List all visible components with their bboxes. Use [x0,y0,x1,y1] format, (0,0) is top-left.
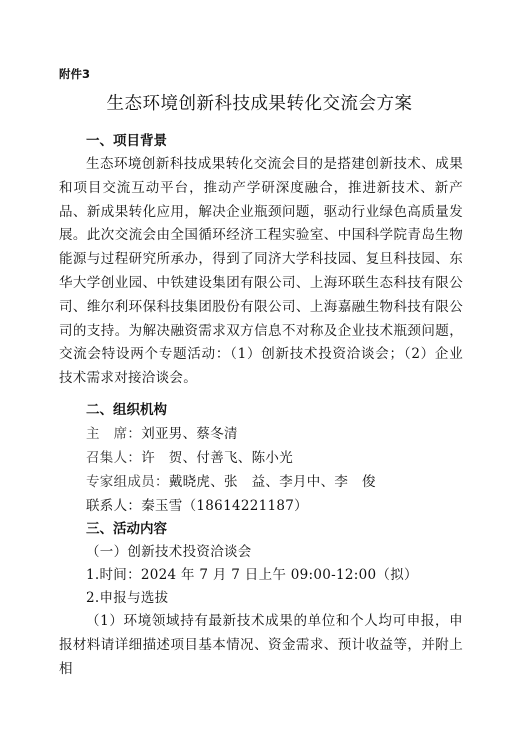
convener-value: 许 贺、付善飞、陈小光 [141,450,294,466]
chair-line [86,424,238,444]
section-heading-background: 一、项目背景 [86,133,167,149]
contact-line [86,496,308,516]
section-heading-organization: 二、组织机构 [86,402,167,418]
convener-line [86,448,293,468]
time-line: 1.时间：2024 年 7 月 7 日上午 09:00-12:00（拟） [86,567,418,583]
experts-label: 专家组成员： [86,474,169,490]
application-paragraph: （1）环境领域持有最新技术成果的单位和个人均可申报，申报材料请详细描述项目基本情况、资金需求、预计收益等，并附上相 [59,613,463,677]
background-paragraph: 生态环境创新科技成果转化交流会目的是搭建创新技术、成果和项目交流互动平台，推动产学研深度融合，推进新技术、新产品、新成果转化应用，解决企业瓶颈问题，驱动行业绿色高质量发展。此次交流会由全国循环经济工程实验室、中国科学院青岛生物能源与过程研究所承办，得到了同济大学科技园、复旦科技园、东华大学创业园、中铁建设集团有限公司、上海环联生态科技有限公司、维尔利环保科技集团股份有限公司、上海嘉融生物科技有限公司的支持。为解决融资需求双方信息不对称及企业技术瓶颈问题，交流会特设两个专题活动：（1）创新技术投资洽谈会；（2）企业技术需求对接洽谈会。 [59,156,463,387]
application-heading: 2.申报与选拔 [86,590,169,606]
chair-label: 主 席： [86,426,142,442]
document-title: 生态环境创新科技成果转化交流会方案 [106,94,413,114]
convener-label: 召集人： [86,450,142,466]
contact-value: 秦玉雪（18614221187） [141,498,308,514]
experts-line [86,472,376,492]
attachment-label: 附件3 [59,67,91,81]
contact-label: 联系人： [86,498,142,514]
section-heading-activities: 三、活动内容 [86,521,167,537]
experts-value: 戴晓虎、张 益、李月中、李 俊 [168,474,376,490]
chair-value: 刘亚男、蔡冬清 [141,426,238,442]
subsection-investment-talks: （一）创新技术投资洽谈会 [86,544,252,560]
